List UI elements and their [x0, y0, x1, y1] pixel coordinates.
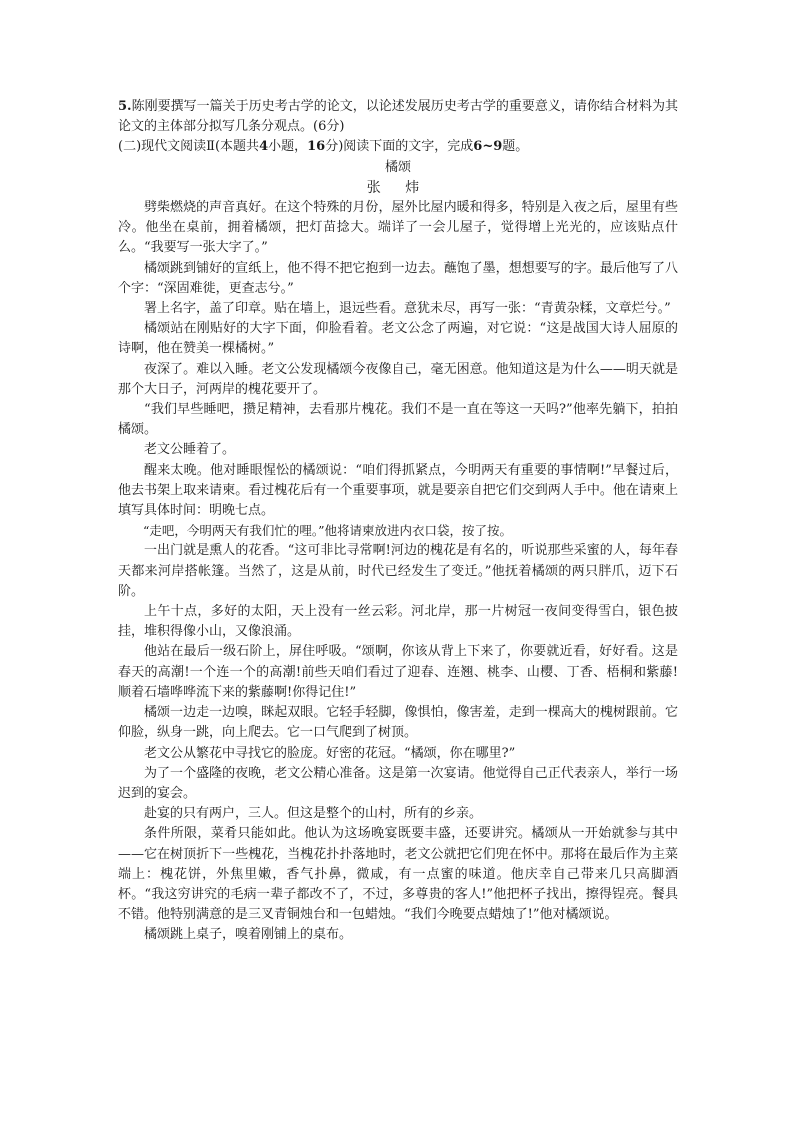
section-score: 16 — [307, 139, 326, 155]
article-paragraph: 老文公睡着了。 — [144, 442, 236, 458]
article-paragraph: 橘颂一边走一边嗅，眯起双眼。它轻手轻脚，像惧怕，像害羞，走到一棵高大的槐树跟前。它仰脸，纵身一跳，向上爬去。它一口气爬到了树顶。 — [118, 705, 678, 741]
section-header-suffix: 分)阅读下面的文字，完成 — [325, 139, 474, 155]
article-paragraph: 条件所限，菜肴只能如此。他认为这场晚宴既要丰盛，还要讲究。橘颂从一开始就参与其中——它在树顶折下一些槐花，当槐花扑扑落地时，老文公就把它们兜在怀中。那将在最后作为主菜端上：槐花饼，外焦里嫩，香气扑鼻，微咸，有一点蜜的味道。他庆幸自己带来几只高脚酒杯。“我这穷讲究的毛病一辈子都改不了，不过，多尊贵的客人!”他把杯子找出，擦得锃亮。餐具不错。他特别满意的是三叉青铜烛台和一包蜡烛。“我们今晚要点蜡烛了!”他对橘颂说。 — [118, 826, 678, 923]
article-paragraph: 橘颂跳到铺好的宣纸上，他不得不把它抱到一边去。蘸饱了墨，想想要写的字。最后他写了八个字：“深固难徙，更查志兮。” — [118, 260, 678, 296]
question-number: 5. — [118, 99, 132, 114]
article-paragraph: 橘颂跳上桌子，嗅着刚铺上的桌布。 — [144, 927, 353, 943]
article-paragraph: 他站在最后一级石阶上，屏住呼吸。“颂啊，你该从背上下来了，你要就近看，好好看。这是春天的高潮!一个连一个的高潮!前些天咱们看过了迎春、连翘、桃李、山樱、丁香、梧桐和紫藤!顺着石墙哗哗流下来的紫藤啊!你得记住!” — [118, 644, 678, 700]
article-author: 张 炜 — [366, 179, 430, 196]
section-header-mid: 小题， — [268, 139, 308, 155]
article-paragraph: 劈柴燃烧的声音真好。在这个特殊的月份，屋外比屋内暖和得多，特别是入夜之后，屋里有些冷。他坐在桌前，拥着橘颂，把灯苗捻大。端详了一会儿屋子，觉得增上光光的，应该贴点什么。“我要写一张大字了。” — [118, 200, 678, 256]
article-paragraph: 署上名字，盖了印章。贴在墙上，退远些看。意犹未尽，再写一张：“青黄杂糅，文章烂兮。” — [144, 301, 671, 317]
article-paragraph: 夜深了。难以入睡。老文公发现橘颂今夜像自己，毫无困意。他知道这是为什么——明天就是那个大日子，河两岸的槐花要开了。 — [118, 361, 678, 397]
article-paragraph: “我们早些睡吧，攒足精神，去看那片槐花。我们不是一直在等这一天吗?”他率先躺下，拍拍橘颂。 — [118, 402, 678, 438]
section-header — [118, 137, 678, 157]
section-question-count: 4 — [259, 139, 269, 155]
section-header-end: 题。 — [502, 139, 529, 155]
article-title: 橘颂 — [384, 159, 411, 175]
article-paragraph: 赴宴的只有两户，三人。但这是整个的山村，所有的乡亲。 — [144, 806, 483, 822]
question-5 — [118, 97, 678, 137]
article-paragraph: 一出门就是熏人的花香。“这可非比寻常啊!河边的槐花是有名的，听说那些采蜜的人，每年春天都来河岸搭帐篷。当然了，这是从前，时代已经发生了变迁。”他抚着橘颂的两只胖爪，迈下石阶。 — [118, 543, 678, 599]
article-paragraph: 上午十点，多好的太阳，天上没有一丝云彩。河北岸，那一片树冠一夜间变得雪白，银色披挂，堆积得像小山，又像浪涌。 — [118, 604, 678, 640]
article-paragraph: 为了一个盛隆的夜晚，老文公精心准备。这是第一次宴请。他觉得自己正代表亲人，举行一场迟到的宴会。 — [118, 765, 678, 801]
article-paragraph: 醒来太晚。他对睡眼惺忪的橘颂说：“咱们得抓紧点，今明两天有重要的事情啊!”早餐过后，他去书架上取来请柬。看过槐花后有一个重要事项，就是要亲自把它们交到两人手中。他在请柬上填写具体时间：明晚七点。 — [118, 462, 678, 519]
article-paragraph: 橘颂站在刚贴好的大字下面，仰脸看着。老文公念了两遍，对它说：“这是战国大诗人屈原的诗啊，他在赞美一棵橘树。” — [118, 321, 678, 357]
section-header-prefix: (二)现代文阅读Ⅱ(本题共 — [118, 139, 260, 155]
article-paragraph: “走吧，今明两天有我们忙的哩。”他将请柬放进内衣口袋，按了按。 — [143, 523, 513, 539]
article-paragraph: 老文公从繁花中寻找它的脸庞。好密的花冠。“橘颂，你在哪里?” — [144, 745, 516, 761]
document-page — [118, 97, 678, 946]
section-question-range: 6~9 — [473, 139, 503, 155]
question-text: 陈刚要撰写一篇关于历史考古学的论文，以论述发展历史考古学的重要意义，请你结合材料为其论文的主体部分拟写几条分观点。(6分) — [118, 99, 678, 135]
